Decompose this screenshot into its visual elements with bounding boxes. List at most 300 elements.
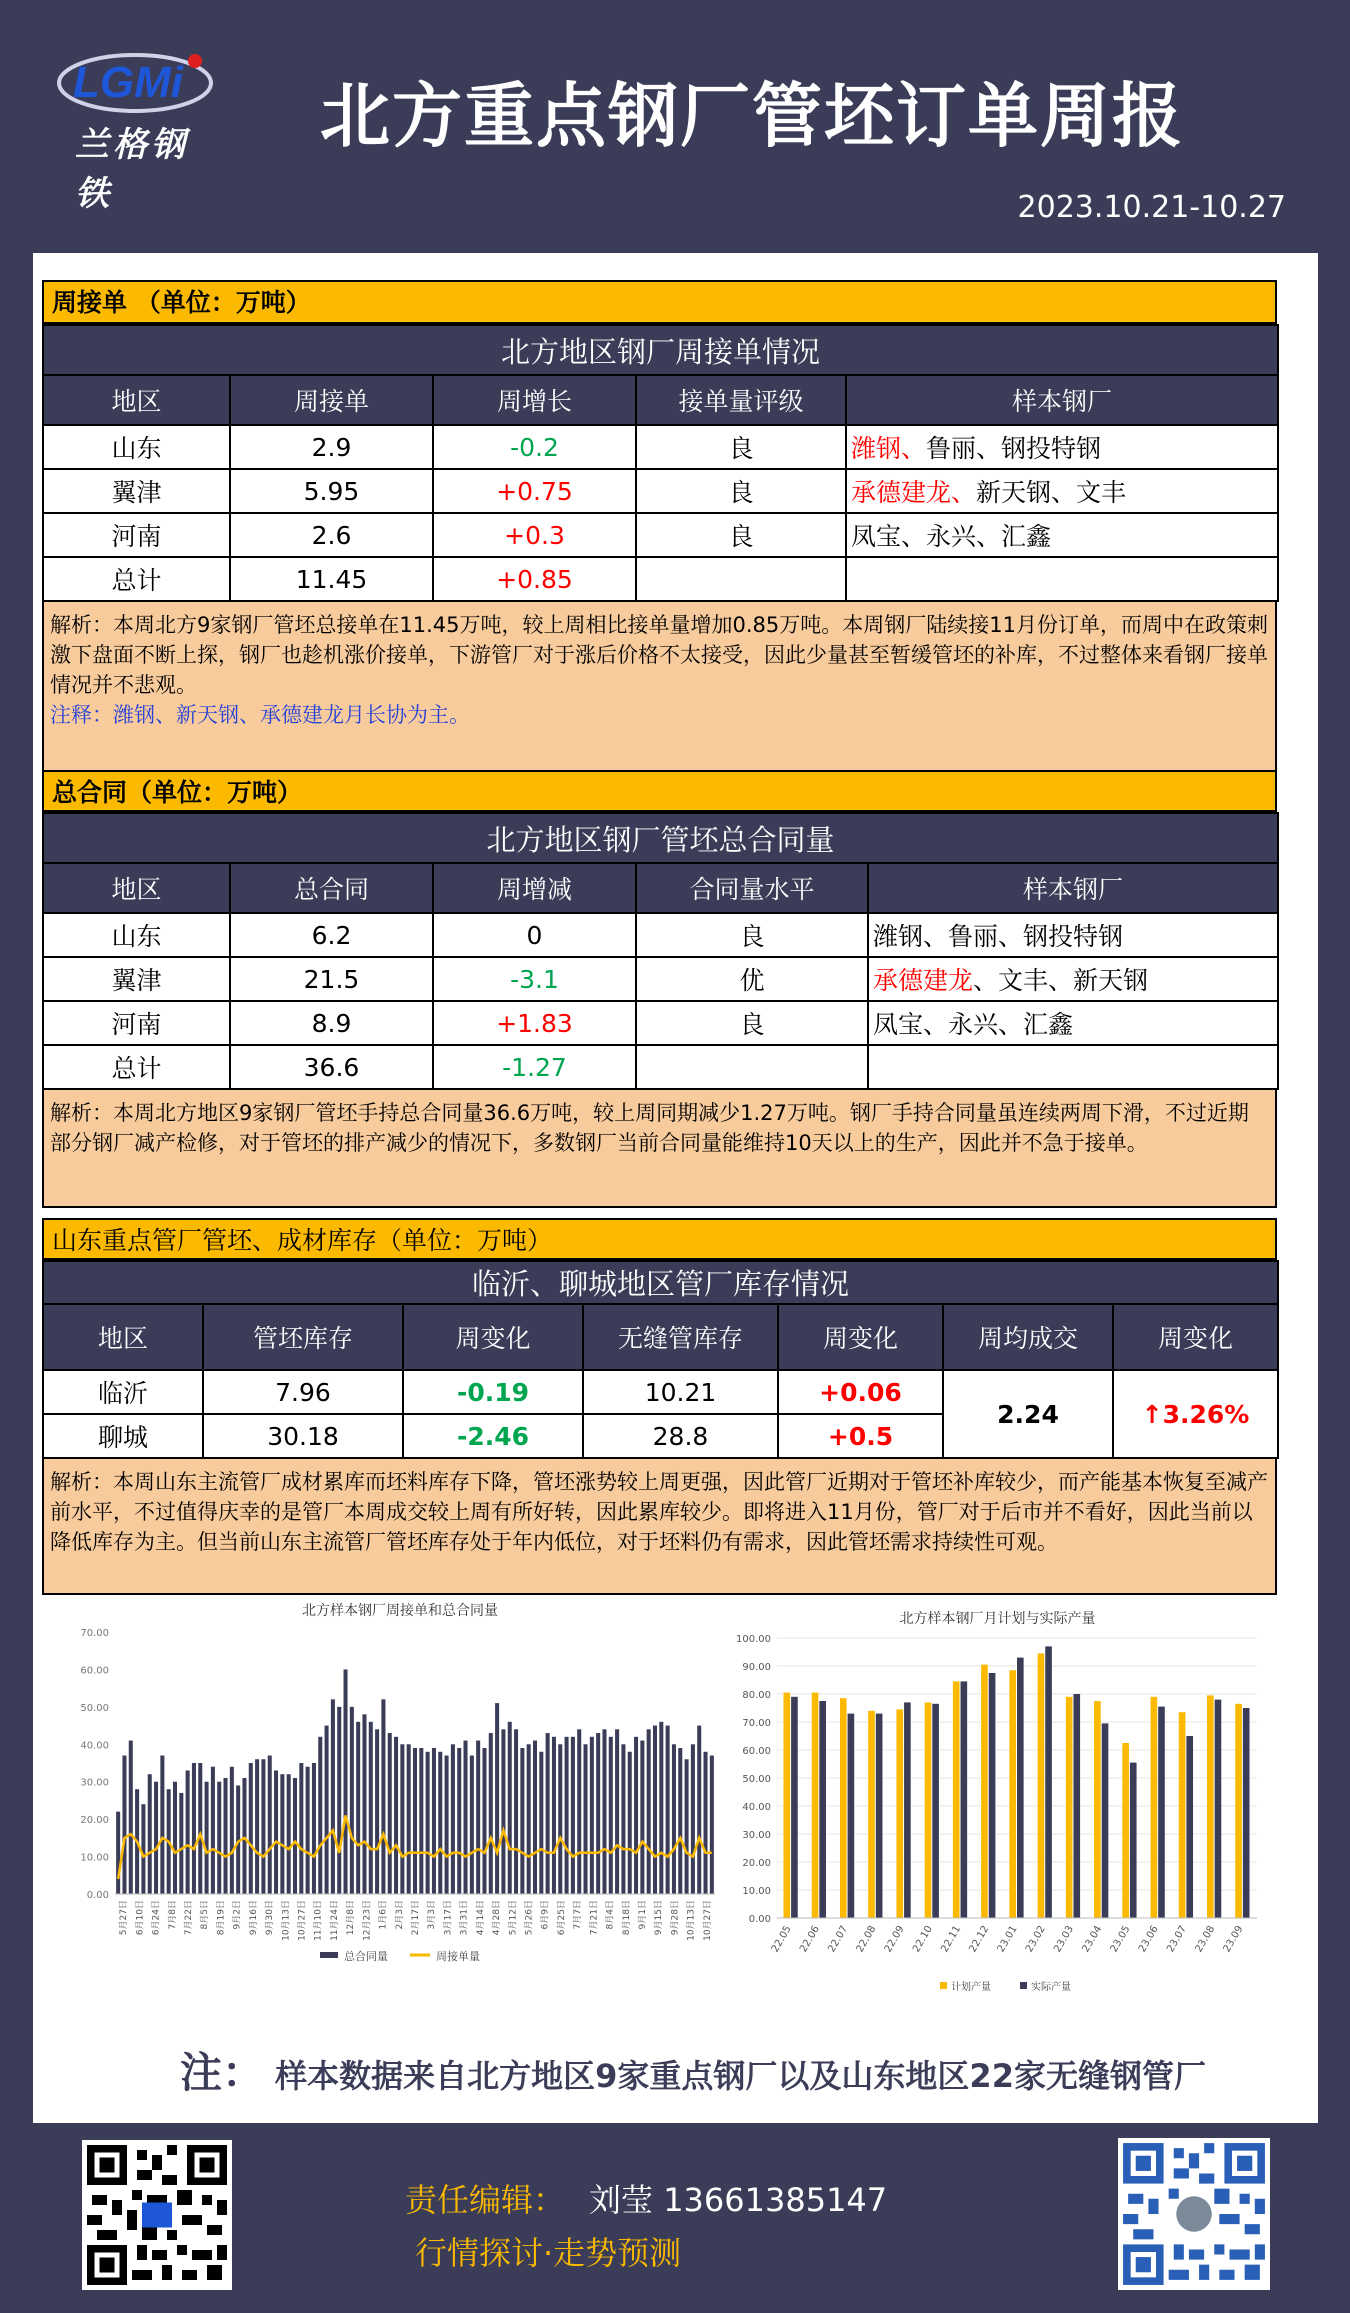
bar bbox=[1243, 1708, 1250, 1918]
value-cell: 21.5 bbox=[230, 957, 433, 1001]
bar bbox=[116, 1812, 120, 1894]
col-header: 周均成交 bbox=[943, 1304, 1113, 1370]
bar bbox=[527, 1744, 531, 1894]
bar bbox=[432, 1748, 436, 1894]
x-tick-label: 22.10 bbox=[911, 1924, 935, 1955]
bar bbox=[350, 1707, 354, 1894]
region-cell: 总计 bbox=[43, 1045, 230, 1089]
x-tick-label: 5月26日 bbox=[524, 1900, 535, 1936]
bar bbox=[571, 1737, 575, 1894]
x-tick-label: 1月6日 bbox=[378, 1900, 389, 1930]
region-cell: 聊城 bbox=[43, 1414, 203, 1458]
bar bbox=[1017, 1658, 1024, 1918]
col-header: 周变化 bbox=[403, 1304, 583, 1370]
x-tick-label: 11月10日 bbox=[313, 1900, 324, 1941]
mills-cell bbox=[846, 557, 1278, 601]
table-row bbox=[43, 913, 1278, 957]
x-tick-label: 2月3日 bbox=[394, 1900, 405, 1930]
editor-line bbox=[405, 2175, 887, 2221]
mill-list: 鲁丽、钢投特钢 bbox=[926, 434, 1102, 463]
bar bbox=[1009, 1670, 1016, 1918]
bar bbox=[464, 1741, 468, 1894]
legend-swatch bbox=[940, 1982, 947, 1989]
orders-section bbox=[42, 280, 1277, 774]
col-header: 周增长 bbox=[433, 375, 636, 425]
bar bbox=[344, 1669, 348, 1894]
x-tick-label: 8月19日 bbox=[216, 1900, 227, 1936]
bar bbox=[520, 1748, 524, 1894]
table-row bbox=[43, 1045, 1278, 1089]
analysis-text: 解析：本周北方9家钢厂管坯总接单在11.45万吨，较上周相比接单量增加0.85万吨。本周钢厂陆续接11月份订单，而周中在政策刺激下盘面不断上探，钢厂也趁机涨价接单，下游管厂对于涨后价格不太接受，因此少量甚至暂缓管坯的补库，不过整体来看钢厂接单情况并不悲观。 bbox=[50, 613, 1268, 697]
bar bbox=[791, 1697, 798, 1918]
col-header: 周变化 bbox=[778, 1304, 943, 1370]
mills-cell bbox=[846, 425, 1278, 469]
bar bbox=[1151, 1697, 1158, 1918]
bar bbox=[445, 1756, 449, 1894]
bar bbox=[1094, 1701, 1101, 1918]
orders-analysis bbox=[42, 602, 1277, 774]
bar bbox=[299, 1763, 303, 1894]
mills-cell bbox=[868, 1045, 1278, 1089]
x-tick-label: 22.09 bbox=[882, 1924, 907, 1955]
change-cell: +0.3 bbox=[433, 513, 636, 557]
bar bbox=[312, 1763, 316, 1894]
bar bbox=[1235, 1704, 1242, 1918]
bar bbox=[1122, 1743, 1129, 1918]
x-tick-label: 7月7日 bbox=[573, 1900, 584, 1930]
bar bbox=[590, 1737, 594, 1894]
bar bbox=[546, 1733, 550, 1894]
bar bbox=[710, 1756, 714, 1894]
bar bbox=[148, 1774, 152, 1894]
mill-list: 凤宝、永兴、汇鑫 bbox=[851, 522, 1052, 551]
mills-cell: 潍钢、鲁丽、钢投特钢 bbox=[868, 913, 1278, 957]
footnote bbox=[180, 2040, 1206, 2100]
region-cell: 山东 bbox=[43, 425, 230, 469]
region-cell: 河南 bbox=[43, 513, 230, 557]
value-cell: 5.95 bbox=[230, 469, 433, 513]
x-tick-label: 23.02 bbox=[1023, 1924, 1048, 1955]
mill-highlight: 承德建龙 bbox=[873, 966, 974, 995]
logo-icon bbox=[55, 45, 215, 115]
weekly-chart bbox=[70, 1600, 730, 1970]
legend-swatch bbox=[1020, 1982, 1027, 1989]
bar bbox=[381, 1699, 385, 1894]
bar bbox=[840, 1698, 847, 1918]
bar bbox=[819, 1701, 826, 1918]
legend-label: 实际产量 bbox=[1031, 1982, 1071, 1993]
x-tick-label: 10月27日 bbox=[297, 1900, 308, 1941]
value-cell: 6.2 bbox=[230, 913, 433, 957]
region-cell: 山东 bbox=[43, 913, 230, 957]
region-cell: 河南 bbox=[43, 1001, 230, 1045]
inventory-analysis bbox=[42, 1459, 1277, 1595]
col-header: 周增减 bbox=[433, 863, 636, 913]
bar bbox=[331, 1699, 335, 1894]
y-tick-label: 70.00 bbox=[742, 1718, 771, 1729]
bar bbox=[451, 1744, 455, 1894]
change-cell: +0.5 bbox=[778, 1414, 943, 1458]
bar bbox=[1130, 1763, 1137, 1918]
avg-deal-cell: 2.24 bbox=[943, 1370, 1113, 1458]
change-cell: -3.1 bbox=[433, 957, 636, 1001]
bar bbox=[533, 1741, 537, 1894]
bar bbox=[609, 1737, 613, 1894]
col-header: 周变化 bbox=[1113, 1304, 1278, 1370]
mill-highlight: 承德建龙、 bbox=[851, 478, 977, 507]
bar bbox=[394, 1737, 398, 1894]
bar bbox=[192, 1763, 196, 1894]
bar bbox=[407, 1744, 411, 1894]
bar bbox=[565, 1737, 569, 1894]
col-header: 总合同 bbox=[230, 863, 433, 913]
contracts-section bbox=[42, 770, 1277, 1208]
x-tick-label: 22.08 bbox=[854, 1924, 879, 1955]
analysis-note: 注释：潍钢、新天钢、承德建龙月长协为主。 bbox=[50, 703, 470, 727]
x-tick-label: 9月30日 bbox=[265, 1900, 276, 1936]
y-tick-label: 30.00 bbox=[80, 1777, 109, 1789]
bar bbox=[1179, 1712, 1186, 1918]
bar bbox=[953, 1681, 960, 1918]
x-tick-label: 4月28日 bbox=[492, 1900, 503, 1936]
x-tick-label: 4月14日 bbox=[475, 1900, 486, 1936]
legend-label: 周接单量 bbox=[436, 1950, 480, 1963]
bar bbox=[514, 1729, 518, 1894]
y-tick-label: 0.00 bbox=[86, 1890, 109, 1901]
bar bbox=[615, 1729, 619, 1894]
x-tick-label: 23.07 bbox=[1165, 1924, 1190, 1955]
report-date: 2023.10.21-10.27 bbox=[1017, 190, 1286, 225]
table-row bbox=[43, 425, 1278, 469]
bar bbox=[596, 1733, 600, 1894]
bar bbox=[242, 1778, 246, 1894]
mills-cell bbox=[846, 513, 1278, 557]
legend-swatch bbox=[320, 1952, 338, 1958]
x-tick-label: 22.12 bbox=[967, 1924, 992, 1955]
bar bbox=[691, 1744, 695, 1894]
bar bbox=[1186, 1736, 1193, 1918]
value-cell: 2.6 bbox=[230, 513, 433, 557]
bar bbox=[179, 1793, 183, 1894]
y-tick-label: 10.00 bbox=[80, 1852, 109, 1864]
bar bbox=[413, 1748, 417, 1894]
x-tick-label: 10月13日 bbox=[281, 1900, 292, 1941]
change-cell: -0.2 bbox=[433, 425, 636, 469]
bar bbox=[685, 1759, 689, 1894]
inventory-section bbox=[42, 1218, 1277, 1595]
monthly-chart bbox=[725, 1608, 1270, 1998]
bar bbox=[268, 1756, 272, 1894]
billet-cell: 30.18 bbox=[203, 1414, 403, 1458]
table-row bbox=[43, 957, 1278, 1001]
analysis-text: 解析：本周北方地区9家钢厂管坯手持总合同量36.6万吨，较上周同期减少1.27万吨。钢厂手持合同量虽连续两周下滑，不过近期部分钢厂减产检修，对于管坯的排产减少的情况下，多数钢厂当前合同量能维持10天以上的生产，因此并不急于接单。 bbox=[50, 1101, 1249, 1155]
bar bbox=[558, 1744, 562, 1894]
y-tick-label: 80.00 bbox=[742, 1690, 771, 1701]
bar bbox=[678, 1748, 682, 1894]
mill-list: 、文丰、新天钢 bbox=[973, 966, 1149, 995]
value-cell: 2.9 bbox=[230, 425, 433, 469]
region-cell: 翼津 bbox=[43, 957, 230, 1001]
x-tick-label: 3月3日 bbox=[427, 1900, 438, 1930]
bar bbox=[1073, 1694, 1080, 1918]
bar bbox=[141, 1804, 145, 1894]
change-cell: +0.75 bbox=[433, 469, 636, 513]
bar bbox=[1066, 1697, 1073, 1918]
mill-highlight: 潍钢、 bbox=[851, 434, 927, 463]
x-tick-label: 11月24日 bbox=[329, 1900, 340, 1941]
x-tick-label: 3月31日 bbox=[459, 1900, 470, 1936]
bar bbox=[539, 1752, 543, 1894]
bar bbox=[173, 1782, 177, 1894]
x-tick-label: 5月27日 bbox=[119, 1900, 130, 1936]
inventory-table bbox=[42, 1260, 1279, 1459]
logo-cn-text: 兰格钢铁 bbox=[75, 125, 189, 214]
bar bbox=[1207, 1695, 1214, 1918]
x-tick-label: 23.03 bbox=[1052, 1924, 1077, 1955]
weekly-chart-svg bbox=[70, 1620, 730, 1970]
table-row bbox=[43, 1370, 1278, 1414]
x-tick-label: 8月5日 bbox=[200, 1900, 211, 1930]
bar bbox=[640, 1741, 644, 1894]
logo-letters: LGMi bbox=[73, 58, 183, 107]
col-header: 样本钢厂 bbox=[868, 863, 1278, 913]
inventory-table-title: 临沂、聊城地区管厂库存情况 bbox=[43, 1261, 1278, 1304]
bar bbox=[438, 1752, 442, 1894]
bar bbox=[508, 1722, 512, 1894]
y-tick-label: 70.00 bbox=[80, 1628, 109, 1639]
x-tick-label: 22.11 bbox=[939, 1924, 964, 1955]
table-row bbox=[43, 469, 1278, 513]
col-header: 地区 bbox=[43, 1304, 203, 1370]
x-tick-label: 12月8日 bbox=[346, 1900, 357, 1936]
x-tick-label: 10月13日 bbox=[686, 1900, 697, 1941]
bar bbox=[249, 1763, 253, 1894]
mill-list: 新天钢、文丰 bbox=[976, 478, 1127, 507]
bar bbox=[325, 1726, 329, 1894]
bar bbox=[961, 1681, 968, 1918]
value-cell: 36.6 bbox=[230, 1045, 433, 1089]
y-tick-label: 20.00 bbox=[80, 1815, 109, 1827]
level-cell bbox=[636, 1045, 868, 1089]
x-tick-label: 7月8日 bbox=[167, 1900, 178, 1930]
bar bbox=[621, 1744, 625, 1894]
bar bbox=[704, 1752, 708, 1894]
contracts-section-label: 总合同（单位：万吨） bbox=[42, 770, 1277, 812]
bar bbox=[848, 1714, 855, 1918]
bar bbox=[274, 1770, 278, 1894]
col-header: 管坯库存 bbox=[203, 1304, 403, 1370]
bar bbox=[154, 1782, 158, 1894]
bar bbox=[375, 1729, 379, 1894]
x-tick-label: 23.08 bbox=[1193, 1924, 1218, 1955]
bar bbox=[1215, 1700, 1222, 1918]
bar bbox=[628, 1752, 632, 1894]
analysis-text: 解析：本周山东主流管厂成材累库而坯料库存下降，管坯涨势较上周更强，因此管厂近期对于管坯补库较少，而产能基本恢复至减产前水平，不过值得庆幸的是管厂本周成交较上周有所好转，因此累库较少。即将进入11月份，管厂对于后市并不看好，因此当前以降低库存为主。但当前山东主流管厂管坯库存处于年内低位，对于坯料仍有需求，因此管坯需求持续性可观。 bbox=[50, 1470, 1268, 1554]
y-tick-label: 40.00 bbox=[742, 1802, 771, 1813]
x-tick-label: 12月23日 bbox=[362, 1900, 373, 1941]
bar bbox=[160, 1756, 164, 1894]
bar bbox=[577, 1729, 581, 1894]
bar bbox=[1102, 1723, 1109, 1918]
bar bbox=[356, 1722, 360, 1894]
orders-table bbox=[42, 324, 1279, 602]
billet-cell: 7.96 bbox=[203, 1370, 403, 1414]
y-tick-label: 0.00 bbox=[748, 1914, 771, 1925]
bar bbox=[255, 1759, 259, 1894]
bar bbox=[489, 1733, 493, 1894]
bar bbox=[482, 1748, 486, 1894]
bar bbox=[602, 1729, 606, 1894]
change-cell: -2.46 bbox=[403, 1414, 583, 1458]
region-cell: 总计 bbox=[43, 557, 230, 601]
editor-name: 刘莹 13661385147 bbox=[589, 2181, 888, 2219]
bar bbox=[932, 1704, 939, 1918]
region-cell: 翼津 bbox=[43, 469, 230, 513]
x-tick-label: 9月28日 bbox=[670, 1900, 681, 1936]
x-tick-label: 5月12日 bbox=[508, 1900, 519, 1936]
bar bbox=[426, 1752, 430, 1894]
bar bbox=[876, 1714, 883, 1918]
bar bbox=[697, 1726, 701, 1894]
bar bbox=[362, 1714, 366, 1894]
x-tick-label: 22.06 bbox=[798, 1924, 822, 1955]
col-header: 合同量水平 bbox=[636, 863, 868, 913]
bar bbox=[989, 1673, 996, 1918]
slogan: 行情探讨·走势预测 bbox=[415, 2234, 682, 2272]
bar bbox=[981, 1665, 988, 1918]
x-tick-label: 9月15日 bbox=[654, 1900, 665, 1936]
inventory-section-label: 山东重点管厂管坯、成材库存（单位：万吨） bbox=[42, 1218, 1277, 1260]
x-tick-label: 7月21日 bbox=[589, 1900, 600, 1936]
bar bbox=[896, 1709, 903, 1918]
logo[interactable] bbox=[55, 45, 215, 214]
bar bbox=[501, 1729, 505, 1894]
chart-title: 北方样本钢厂月计划与实际产量 bbox=[899, 1611, 1096, 1627]
col-header: 无缝管库存 bbox=[583, 1304, 778, 1370]
level-cell: 良 bbox=[636, 1001, 868, 1045]
bar bbox=[634, 1737, 638, 1894]
bar bbox=[552, 1737, 556, 1894]
y-tick-label: 50.00 bbox=[80, 1702, 109, 1714]
editor-label: 责任编辑： bbox=[405, 2181, 566, 2219]
y-tick-label: 20.00 bbox=[742, 1858, 771, 1869]
level-cell: 良 bbox=[636, 913, 868, 957]
x-tick-label: 9月1日 bbox=[638, 1900, 649, 1930]
contracts-table bbox=[42, 812, 1279, 1090]
footnote-text: 样本数据来自北方地区9家重点钢厂以及山东地区22家无缝钢管厂 bbox=[275, 2057, 1206, 2095]
y-tick-label: 30.00 bbox=[742, 1830, 771, 1841]
change-cell: -1.27 bbox=[433, 1045, 636, 1089]
x-tick-label: 22.05 bbox=[769, 1924, 794, 1955]
wechat-qr-icon[interactable] bbox=[1118, 2138, 1270, 2290]
bar bbox=[287, 1774, 291, 1894]
bar bbox=[1045, 1646, 1052, 1918]
bar bbox=[230, 1767, 234, 1894]
bar bbox=[293, 1778, 297, 1894]
y-tick-label: 60.00 bbox=[80, 1665, 109, 1677]
bar bbox=[122, 1756, 126, 1894]
bar bbox=[457, 1748, 461, 1894]
bar bbox=[647, 1729, 651, 1894]
table-row bbox=[43, 513, 1278, 557]
x-tick-label: 23.01 bbox=[995, 1924, 1020, 1955]
x-tick-label: 8月18日 bbox=[621, 1900, 632, 1936]
rating-cell: 良 bbox=[636, 469, 846, 513]
legend-label: 总合同量 bbox=[344, 1950, 388, 1963]
x-tick-label: 23.06 bbox=[1136, 1924, 1161, 1955]
bar bbox=[211, 1767, 215, 1894]
x-tick-label: 9月16日 bbox=[248, 1900, 259, 1936]
change-cell: +0.85 bbox=[433, 557, 636, 601]
bar bbox=[388, 1733, 392, 1894]
bar bbox=[129, 1741, 133, 1894]
bar bbox=[280, 1774, 284, 1894]
col-header: 地区 bbox=[43, 375, 230, 425]
x-tick-label: 6月25日 bbox=[556, 1900, 567, 1936]
bar bbox=[217, 1782, 221, 1894]
x-tick-label: 22.07 bbox=[826, 1924, 851, 1955]
pipe-cell: 28.8 bbox=[583, 1414, 778, 1458]
x-tick-label: 8月4日 bbox=[605, 1900, 616, 1930]
bar bbox=[400, 1744, 404, 1894]
bar bbox=[659, 1722, 663, 1894]
monthly-chart-svg bbox=[725, 1628, 1270, 1998]
mills-cell bbox=[846, 469, 1278, 513]
y-tick-label: 10.00 bbox=[742, 1886, 771, 1897]
y-tick-label: 50.00 bbox=[742, 1774, 771, 1785]
bar bbox=[1038, 1653, 1045, 1918]
bar bbox=[306, 1767, 310, 1894]
x-tick-label: 10月27日 bbox=[702, 1900, 713, 1941]
y-tick-label: 60.00 bbox=[742, 1746, 771, 1757]
bar bbox=[318, 1737, 322, 1894]
orders-section-label: 周接单 （单位：万吨） bbox=[42, 280, 1277, 324]
change-cell: +1.83 bbox=[433, 1001, 636, 1045]
pipe-cell: 10.21 bbox=[583, 1370, 778, 1414]
bar bbox=[868, 1711, 875, 1918]
bar bbox=[198, 1763, 202, 1894]
x-tick-label: 6月10日 bbox=[135, 1900, 146, 1936]
orders-table-title: 北方地区钢厂周接单情况 bbox=[43, 325, 1278, 375]
contracts-table-title: 北方地区钢厂管坯总合同量 bbox=[43, 813, 1278, 863]
change-cell: +0.06 bbox=[778, 1370, 943, 1414]
col-header: 接单量评级 bbox=[636, 375, 846, 425]
bar bbox=[1158, 1707, 1165, 1918]
qr-code-icon[interactable] bbox=[82, 2140, 232, 2290]
bar bbox=[584, 1744, 588, 1894]
mills-cell: 凤宝、永兴、汇鑫 bbox=[868, 1001, 1278, 1045]
value-cell: 11.45 bbox=[230, 557, 433, 601]
bar bbox=[783, 1693, 790, 1918]
level-cell: 优 bbox=[636, 957, 868, 1001]
page-title: 北方重点钢厂管坯订单周报 bbox=[320, 75, 1184, 157]
bar bbox=[470, 1756, 474, 1894]
col-header: 样本钢厂 bbox=[846, 375, 1278, 425]
bar bbox=[925, 1702, 932, 1918]
bar bbox=[495, 1703, 499, 1894]
x-tick-label: 2月17日 bbox=[411, 1900, 421, 1936]
col-header: 地区 bbox=[43, 863, 230, 913]
chart-title: 北方样本钢厂周接单和总合同量 bbox=[302, 1603, 498, 1619]
bar bbox=[369, 1722, 373, 1894]
bar bbox=[224, 1778, 228, 1894]
rating-cell: 良 bbox=[636, 513, 846, 557]
bar bbox=[186, 1770, 190, 1894]
region-cell: 临沂 bbox=[43, 1370, 203, 1414]
x-tick-label: 23.05 bbox=[1108, 1924, 1133, 1955]
x-tick-label: 7月22日 bbox=[183, 1900, 194, 1936]
change-cell: -0.19 bbox=[403, 1370, 583, 1414]
